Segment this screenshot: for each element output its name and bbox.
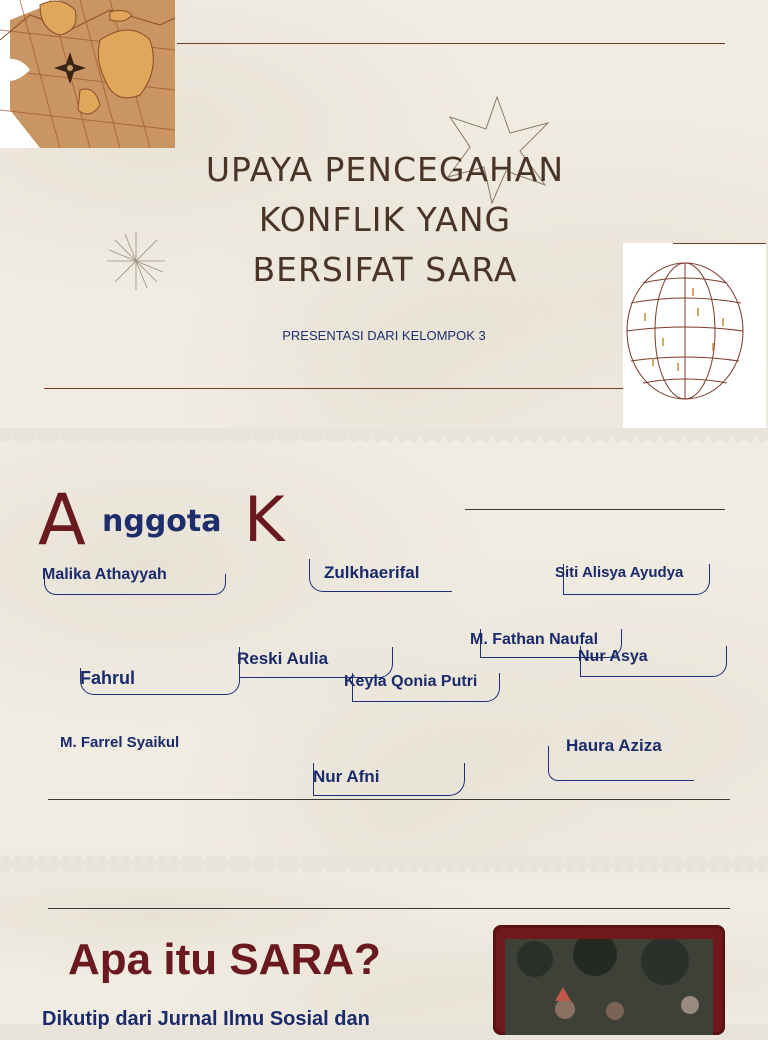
- member-name: M. Farrel Syaikul: [60, 734, 180, 751]
- member-name: Nur Asya: [578, 648, 648, 666]
- member-name: Haura Aziza: [566, 736, 662, 756]
- sun-sketch-icon: [105, 230, 167, 292]
- wavy-edge-top: [0, 437, 768, 445]
- member-name: M. Fathan Naufal: [470, 631, 598, 649]
- member-name: Zulkhaerifal: [324, 563, 419, 583]
- member-name: Nur Afni: [313, 767, 379, 787]
- member-name: Siti Alisya Ayudya: [555, 564, 683, 581]
- footer-divider: [48, 799, 730, 800]
- title-line-2: KONFLIK YANG: [258, 200, 512, 239]
- wavy-edge-bottom: [0, 852, 768, 860]
- section-title: Apa itu SARA?: [68, 935, 381, 984]
- heading-k: K: [244, 483, 285, 556]
- member-name: Keyla Qonia Putri: [344, 673, 477, 691]
- title-line-3: BERSIFAT SARA: [252, 250, 518, 289]
- top-divider: [177, 43, 725, 44]
- member-name: Fahrul: [80, 668, 135, 689]
- heading-text: nggota: [102, 504, 222, 539]
- heading-initial: A: [38, 479, 86, 561]
- wavy-edge-top: [0, 868, 768, 876]
- bottom-divider: [44, 388, 624, 389]
- heading-divider: [465, 509, 725, 510]
- slide3-divider: [48, 908, 730, 909]
- group-photo: [505, 939, 713, 1035]
- member-name: Reski Aulia: [237, 649, 328, 669]
- section-body: Dikutip dari Jurnal Ilmu Sosial dan: [42, 1008, 370, 1030]
- slide-title: [160, 145, 610, 295]
- globe-sketch-icon: [623, 243, 766, 428]
- treasure-map-icon: [0, 0, 175, 148]
- title-line-1: UPAYA PENCEGAHAN: [205, 150, 565, 189]
- title-slide: [0, 0, 768, 428]
- photo-frame: [493, 925, 725, 1035]
- slide-subtitle: PRESENTASI DARI KELOMPOK 3: [282, 328, 486, 343]
- member-name: Malika Athayyah: [42, 566, 167, 584]
